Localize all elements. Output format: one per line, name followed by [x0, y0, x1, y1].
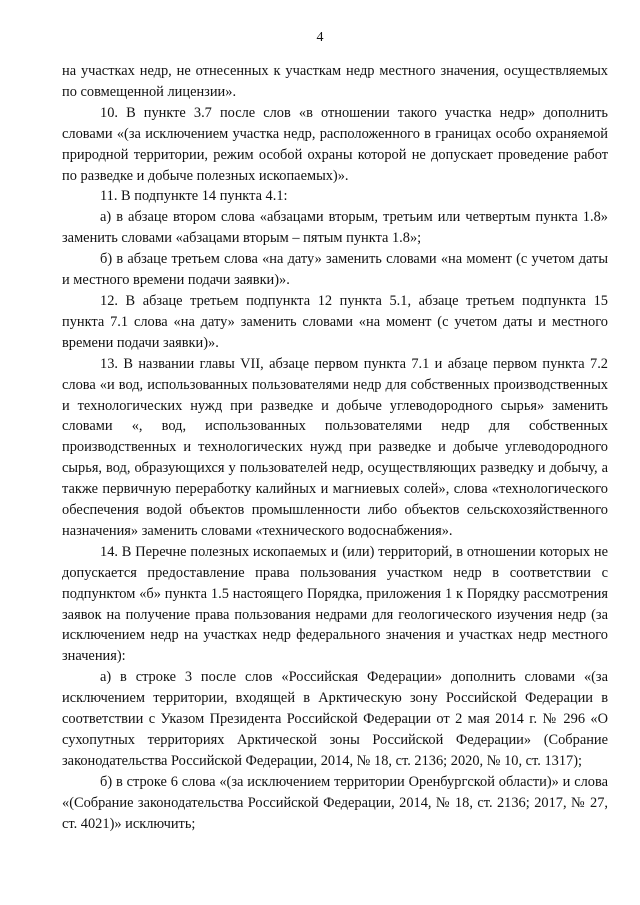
document-body [62, 61, 608, 835]
paragraph-item-12: 12. В абзаце третьем подпункта 12 пункта 5.1, абзаце третьем подпункта 15 пункта 7.1 слова «на дату» заменить словами «на момент (с учетом даты и местного времени подачи заявки)». [62, 292, 608, 351]
paragraph-item-14: 14. В Перечне полезных ископаемых и (или) территорий, в отношении которых не допускается предоставление права пользования участком недр в соответствии с подпунктом «б» пункта 1.5 настоящего Порядка, приложения 1 к Порядку рассмотрения заявок на получение права пользования недрами для геологического изучения недр (за исключением недр на участках недр федерального значения и участках недр местного значения): [62, 543, 608, 665]
paragraph-item-10: 10. В пункте 3.7 после слов «в отношении такого участка недр» дополнить словами «(за исключением участка недр, расположенного в границах особо охраняемой природной территории, режим особой охраны которой не допускает проведение работ по разведке и добыче полезных ископаемых)». [62, 104, 608, 184]
paragraph-item-11: 11. В подпункте 14 пункта 4.1: [100, 188, 288, 205]
paragraph-continuation: на участках недр, не отнесенных к участкам недр местного значения, осуществляемых по совмещенной лицензии». [62, 63, 608, 100]
paragraph-item-11-b: б) в абзаце третьем слова «на дату» заменить словами «на момент (с учетом даты и местного времени подачи заявки)». [62, 251, 608, 289]
paragraph-item-14-b: б) в строке 6 слова «(за исключением территории Оренбургской области)» и слова «(Собрание законодательства Российской Федерации, 2014, № 18, ст. 2136; 2017, № 27, ст. 4021)» исключить; [62, 773, 608, 832]
page-number: 4 [316, 30, 324, 45]
paragraph-item-14-a: а) в строке 3 после слов «Российская Федерации» дополнить словами «(за исключением территории, входящей в Арктическую зону Российской Федерации в соответствии с Указом Президента Российской Федерации от 2 мая 2014 г. № 296 «О сухопутных территориях Арктической зоны Российской Федерации» (Собрание законодательства Российской Федерации, 2014, № 18, ст. 2136; 2020, № 10, ст. 1317); [62, 669, 608, 769]
paragraph-item-13: 13. В названии главы VII, абзаце первом пункта 7.1 и абзаце первом пункта 7.2 слова «и вод, использованных пользователями недр для собственных производственных и технологических нужд при разведке и добыче углеводородного сырья» заменить словами «, вод, использованных пользователями недр для собственных производственных и технологических нужд при разведке и добыче углеводородного сырья, вод, образующихся у пользователей недр, осуществляющих разведку и добычу, а также первичную переработку калийных и магниевых солей», слова «технологического обеспечения водой объектов промышленности либо объектов сельскохозяйственного назначения» заменить словами «технического водоснабжения». [62, 355, 608, 539]
paragraph-item-11-a: а) в абзаце втором слова «абзацами вторым, третьим или четвертым пункта 1.8» заменить словами «абзацами вторым – пятым пункта 1.8»; [62, 209, 608, 247]
